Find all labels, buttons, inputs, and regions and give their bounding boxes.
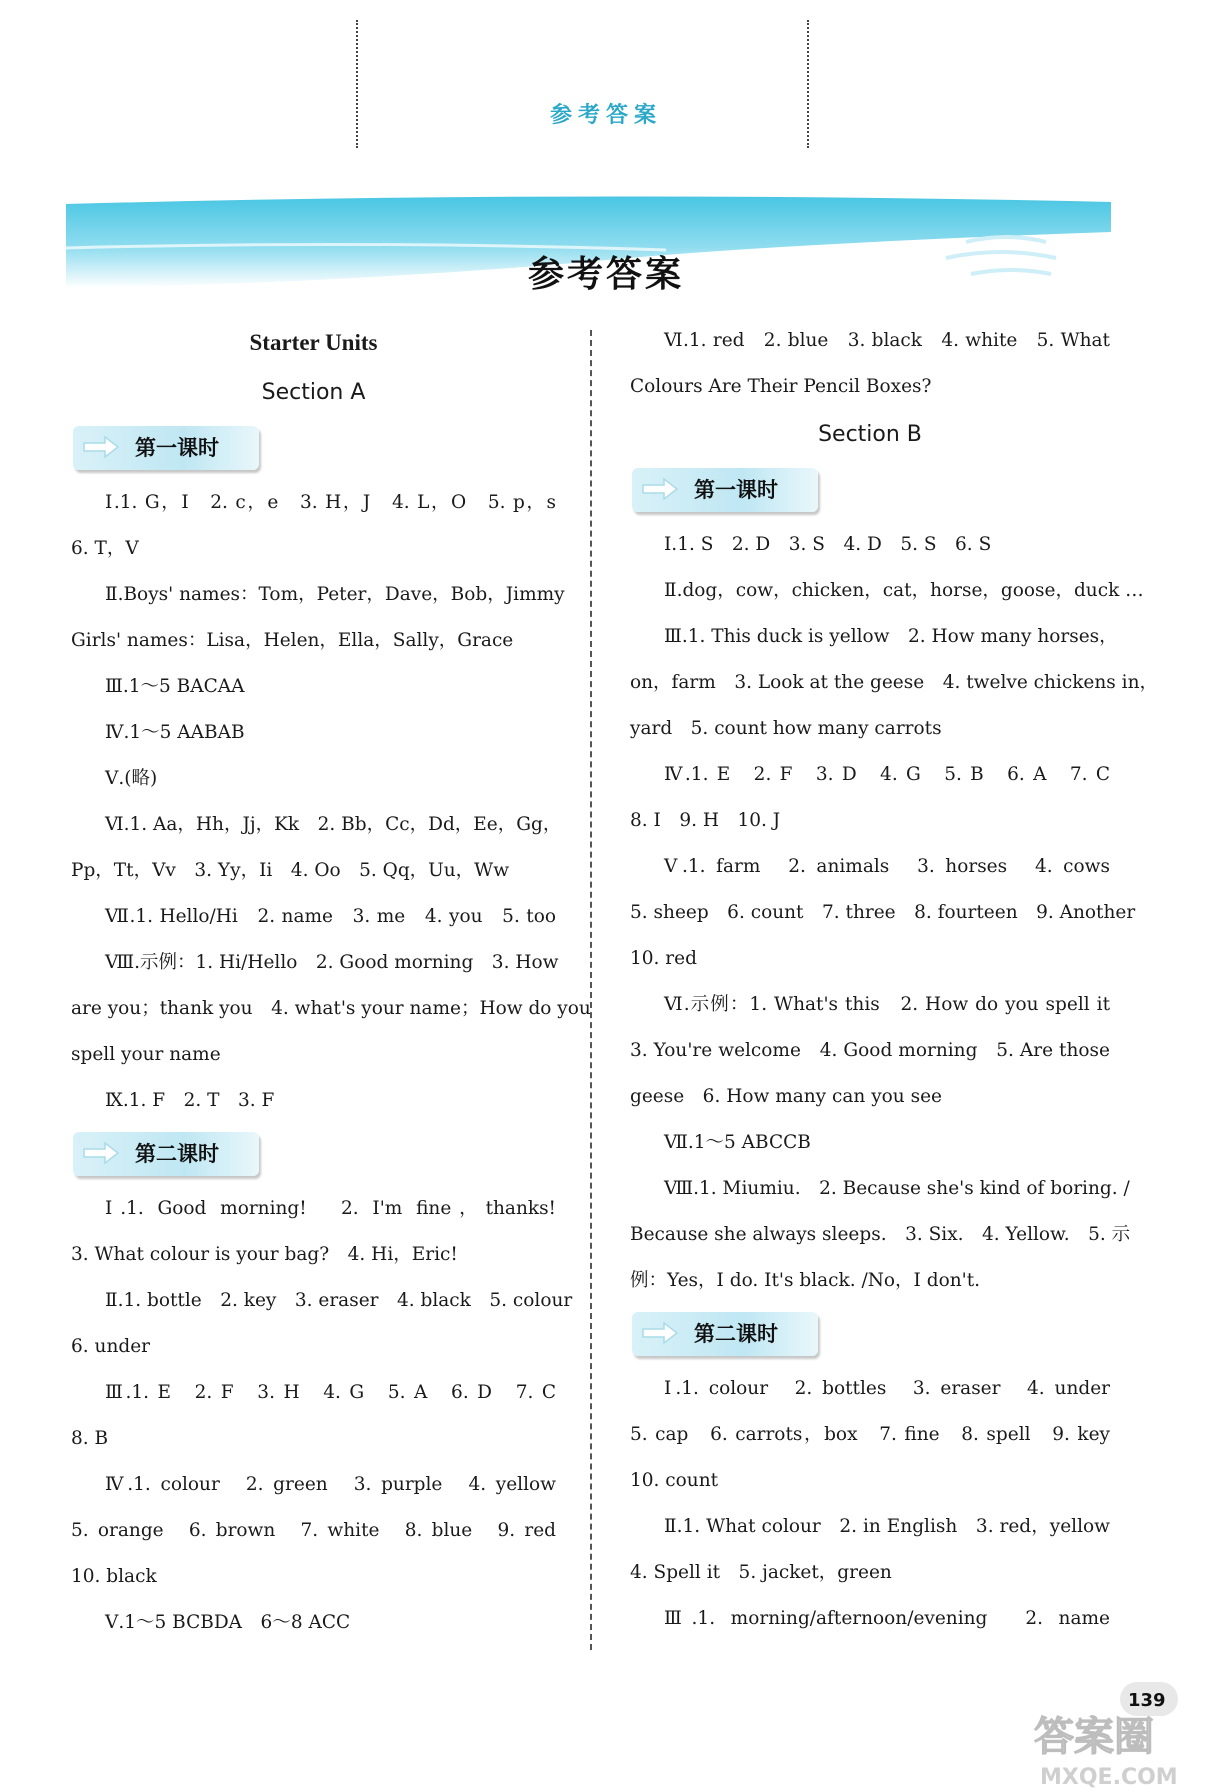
lesson-tag-label: 第二课时 (135, 1142, 219, 1166)
lesson-tag (632, 1312, 818, 1356)
arrow-icon (640, 1320, 680, 1346)
answer-line: Ⅲ.1. morning/afternoon/evening 2. name (664, 1608, 1110, 1629)
lesson-tag-label: 第一课时 (135, 436, 219, 460)
watermark-logo (1030, 1700, 1210, 1792)
watermark-text-cn: 答案圈 (1034, 1714, 1154, 1760)
section-a-heading: Section A (261, 380, 366, 405)
answer-line: Girls' names：Lisa，Helen，Ella，Sally，Grace (71, 630, 514, 651)
answer-line: 10. red (630, 948, 697, 969)
answer-line: Ⅷ.示例：1. Hi/Hello 2. Good morning 3. How (105, 952, 559, 973)
answer-line: Ⅱ.1. What colour 2. in English 3. red，yellow (664, 1516, 1110, 1537)
answer-line: Because she always sleeps. 3. Six. 4. Yellow. 5. 示 (630, 1224, 1131, 1245)
answer-line: 6. under (71, 1336, 150, 1357)
answer-line: Ⅰ.1. Good morning! 2. I'm fine，thanks! (105, 1198, 556, 1219)
banner-title: 参考答案 (527, 254, 684, 295)
answer-line: yard 5. count how many carrots (630, 718, 942, 739)
answer-line: Ⅰ.1. colour 2. bottles 3. eraser 4. under (664, 1378, 1110, 1399)
answer-line: Ⅳ.1～5 AABAB (105, 722, 245, 743)
lesson-tag (73, 1132, 259, 1176)
unit-title: Starter Units (249, 330, 378, 355)
answer-line: Ⅷ.1. Miumiu. 2. Because she's kind of boring. / (664, 1178, 1130, 1199)
answer-line: Ⅲ.1. This duck is yellow 2. How many horses， (664, 626, 1118, 647)
answer-line: Ⅱ.Boys' names：Tom，Peter，Dave，Bob，Jimmy (105, 584, 565, 605)
left-column (71, 318, 591, 1646)
answer-line: Ⅶ.1～5 ABCCB (664, 1132, 811, 1153)
top-title: 参考答案 (549, 103, 662, 128)
answer-line: Ⅳ.1. E 2. F 3. D 4. G 5. B 6. A 7. C (664, 764, 1110, 785)
answer-line: geese 6. How many can you see (630, 1086, 942, 1107)
arrow-icon (81, 1140, 121, 1166)
answer-line: on，farm 3. Look at the geese 4. twelve chickens in， (630, 672, 1158, 693)
section-b-heading: Section B (818, 422, 922, 447)
answer-line: 3. You're welcome 4. Good morning 5. Are those (630, 1040, 1110, 1061)
lesson-tag (73, 426, 259, 470)
answer-line: Ⅵ.1. Aa，Hh，Jj，Kk 2. Bb，Cc，Dd，Ee，Gg， (105, 814, 562, 835)
answer-line: Ⅰ.1. S 2. D 3. S 4. D 5. S 6. S (664, 534, 992, 555)
answer-line: Ⅵ.示例：1. What's this 2. How do you spell it (664, 994, 1110, 1015)
answer-line: 4. Spell it 5. jacket，green (630, 1562, 892, 1583)
answer-line: are you；thank you 4. what's your name；How do you (71, 998, 591, 1019)
page-number: 139 (1128, 1690, 1166, 1711)
answer-line: Ⅴ.(略) (105, 768, 158, 789)
answer-line: Pp，Tt，Vv 3. Yy，Ii 4. Oo 5. Qq，Uu，Ww (71, 860, 510, 881)
answer-line: Ⅲ.1～5 BACAA (105, 676, 245, 697)
answer-line: Ⅵ.1. red 2. blue 3. black 4. white 5. What (664, 330, 1110, 351)
answer-line: Ⅶ.1. Hello/Hi 2. name 3. me 4. you 5. too (105, 906, 556, 927)
arrow-icon (81, 434, 121, 460)
answer-line: Ⅱ.dog，cow，chicken，cat，horse，goose，duck … (664, 580, 1144, 601)
lesson-tag-label: 第一课时 (694, 478, 778, 502)
answer-line: spell your name (71, 1044, 221, 1065)
answer-line: 5. sheep 6. count 7. three 8. fourteen 9. Another (630, 902, 1136, 923)
answer-line: Ⅳ.1. colour 2. green 3. purple 4. yellow (105, 1474, 556, 1495)
answer-line: 10. count (630, 1470, 719, 1491)
answer-line: Colours Are Their Pencil Boxes? (630, 376, 932, 397)
answer-line: Ⅴ.1～5 BCBDA 6～8 ACC (105, 1612, 351, 1633)
answer-line: 8. B (71, 1428, 109, 1449)
answer-line: 5. orange 6. brown 7. white 8. blue 9. red (71, 1520, 556, 1541)
answer-line: 6. T，V (71, 538, 139, 559)
answer-line: 10. black (71, 1566, 157, 1587)
answer-line: 8. I 9. H 10. J (630, 810, 781, 831)
right-column (630, 318, 1158, 1642)
answer-line: Ⅲ.1. E 2. F 3. H 4. G 5. A 6. D 7. C (105, 1382, 556, 1403)
lesson-tag (632, 468, 818, 512)
answer-line: 例：Yes，I do. It's black. /No，I don't. (630, 1270, 981, 1291)
answer-line: Ⅰ.1. G，I 2. c，e 3. H，J 4. L，O 5. p，s (105, 492, 556, 513)
answer-line: Ⅱ.1. bottle 2. key 3. eraser 4. black 5. colour (105, 1290, 573, 1311)
arrow-icon (640, 476, 680, 502)
watermark-text-en: MXQE.COM (1040, 1765, 1178, 1790)
column-divider (590, 330, 592, 1650)
answer-line: 3. What colour is your bag? 4. Hi，Eric! (71, 1244, 458, 1265)
answer-line: 5. cap 6. carrots，box 7. fine 8. spell 9. key (630, 1424, 1110, 1445)
lesson-tag-label: 第二课时 (694, 1322, 778, 1346)
answer-line: Ⅴ.1. farm 2. animals 3. horses 4. cows (664, 856, 1110, 877)
answer-line: Ⅸ.1. F 2. T 3. F (105, 1090, 275, 1111)
